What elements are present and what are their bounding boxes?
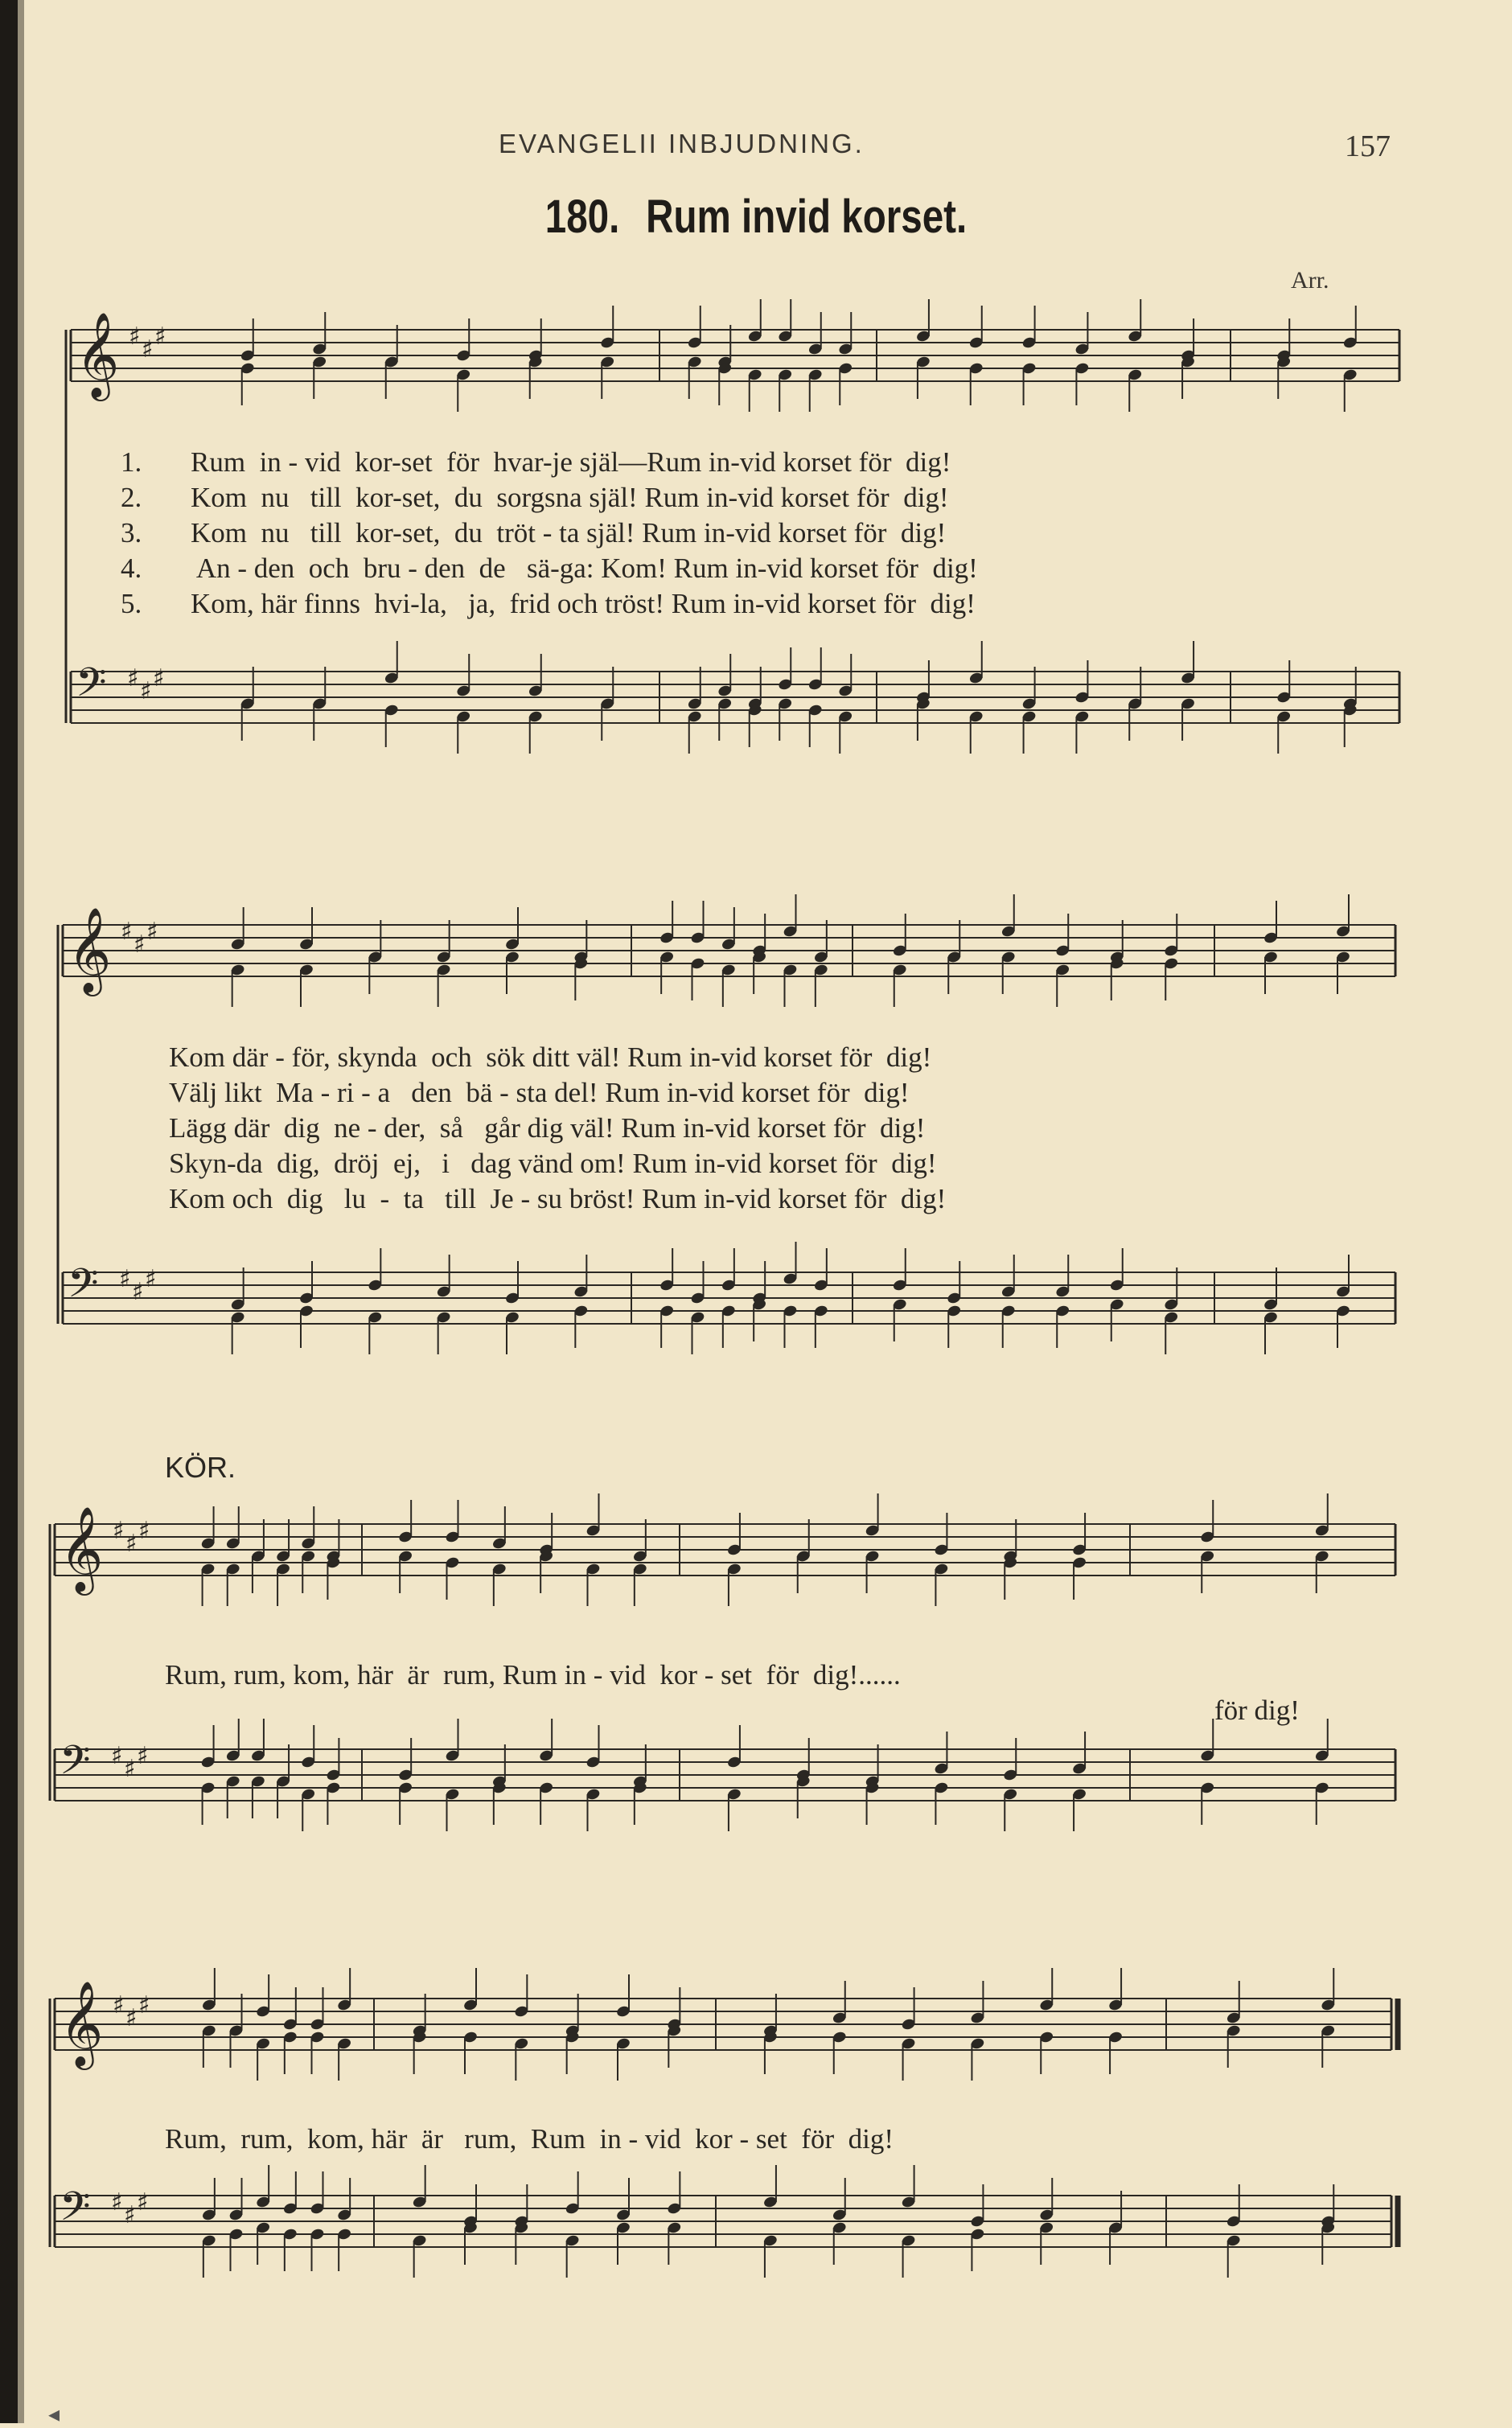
sharp-accidental: ♯ bbox=[153, 664, 165, 692]
hymn-title bbox=[136, 190, 1376, 244]
verse-line: Kom nu till kor-set, du tröt - ta själ! Rum in-vid korset för dig! bbox=[191, 517, 947, 548]
verse-line: Lägg där dig ne - der, så går dig väl! Rum in-vid korset för dig! bbox=[169, 1112, 926, 1144]
sharp-accidental: ♯ bbox=[129, 323, 141, 351]
verse-number: 3. bbox=[121, 517, 142, 548]
verse-line: Kom där - för, skynda och sök ditt väl! Rum in-vid korset för dig! bbox=[169, 1041, 932, 1073]
bass-clef: 𝄢 bbox=[60, 1737, 91, 1793]
chorus-lyrics bbox=[165, 1659, 1371, 1732]
sharp-accidental: ♯ bbox=[125, 2004, 138, 2032]
sharp-accidental: ♯ bbox=[127, 664, 139, 692]
sharp-accidental: ♯ bbox=[142, 335, 154, 364]
treble-clef: 𝄞 bbox=[68, 906, 112, 992]
arranger-credit: Arr. bbox=[1291, 267, 1329, 294]
page-number: 157 bbox=[1345, 129, 1391, 163]
sharp-accidental: ♯ bbox=[138, 1517, 150, 1545]
bass-clef: 𝄢 bbox=[68, 1260, 99, 1317]
chorus-line: Rum, rum, kom, här är rum, Rum in - vid kor - set för dig!...... bbox=[165, 1659, 901, 1691]
treble-clef: 𝄞 bbox=[76, 311, 120, 397]
running-header bbox=[0, 129, 1512, 161]
sharp-accidental: ♯ bbox=[124, 1755, 136, 1783]
verse-line: Rum in - vid kor-set för hvar-je själ—Rum in-vid korset för dig! bbox=[191, 446, 951, 478]
verse-lyrics-block bbox=[0, 446, 1512, 619]
music-system-1 bbox=[0, 290, 1512, 788]
verse-number: 4. bbox=[121, 553, 142, 584]
sharp-accidental: ♯ bbox=[125, 1530, 138, 1558]
sharp-accidental: ♯ bbox=[140, 677, 152, 705]
sharp-accidental: ♯ bbox=[146, 918, 158, 946]
sharp-accidental: ♯ bbox=[113, 1991, 125, 2019]
verse-number: 5. bbox=[121, 588, 142, 619]
chorus-lyrics bbox=[165, 2123, 1371, 2163]
verse-line: Kom, här finns hvi-la, ja, frid och tröst! Rum in-vid korset för dig! bbox=[191, 588, 976, 619]
bass-clef: 𝄢 bbox=[76, 659, 107, 716]
sharp-accidental: ♯ bbox=[121, 918, 133, 946]
hymn-number: 180. bbox=[544, 191, 620, 243]
bass-clef: 𝄢 bbox=[60, 2184, 91, 2240]
sharp-accidental: ♯ bbox=[134, 931, 146, 959]
chorus-system-2 bbox=[0, 1962, 1512, 2300]
chorus-line-tail: för dig! bbox=[1214, 1695, 1300, 1726]
sharp-accidental: ♯ bbox=[111, 1742, 123, 1770]
sharp-accidental: ♯ bbox=[124, 2201, 136, 2229]
treble-clef: 𝄞 bbox=[60, 1980, 104, 2066]
verse-line: An - den och bru - den de sä-ga: Kom! Rum in-vid korset för dig! bbox=[191, 553, 978, 584]
sharp-accidental: ♯ bbox=[154, 323, 166, 351]
sharp-accidental: ♯ bbox=[119, 1265, 131, 1293]
verse-lyrics-block bbox=[169, 1041, 1375, 1226]
treble-clef: 𝄞 bbox=[60, 1506, 104, 1592]
sharp-accidental: ♯ bbox=[145, 1265, 157, 1293]
sharp-accidental: ♯ bbox=[138, 1991, 150, 2019]
music-system-2 bbox=[0, 893, 1512, 1391]
page-mark: ◂ bbox=[48, 2402, 60, 2427]
verse-line: Välj likt Ma - ri - a den bä - sta del! Rum in-vid korset för dig! bbox=[169, 1077, 910, 1108]
verse-line: Skyn-da dig, dröj ej, i dag vänd om! Rum in-vid korset för dig! bbox=[169, 1148, 937, 1179]
chorus-label: KÖR. bbox=[165, 1451, 236, 1484]
sharp-accidental: ♯ bbox=[137, 1742, 149, 1770]
verse-number: 1. bbox=[121, 446, 142, 478]
running-head-title: EVANGELII INBJUDNING. bbox=[499, 129, 865, 158]
verse-number: 2. bbox=[121, 482, 142, 513]
verse-line: Kom och dig lu - ta till Je - su bröst! Rum in-vid korset för dig! bbox=[169, 1183, 947, 1214]
sharp-accidental: ♯ bbox=[137, 2188, 149, 2216]
sharp-accidental: ♯ bbox=[132, 1278, 144, 1306]
hymn-title-text: Rum invid korset. bbox=[646, 191, 968, 243]
sharp-accidental: ♯ bbox=[113, 1517, 125, 1545]
chorus-system-1 bbox=[0, 1492, 1512, 1862]
sharp-accidental: ♯ bbox=[111, 2188, 123, 2216]
chorus-line: Rum, rum, kom, här är rum, Rum in - vid kor - set för dig! bbox=[165, 2123, 894, 2155]
verse-line: Kom nu till kor-set, du sorgsna själ! Rum in-vid korset för dig! bbox=[191, 482, 949, 513]
